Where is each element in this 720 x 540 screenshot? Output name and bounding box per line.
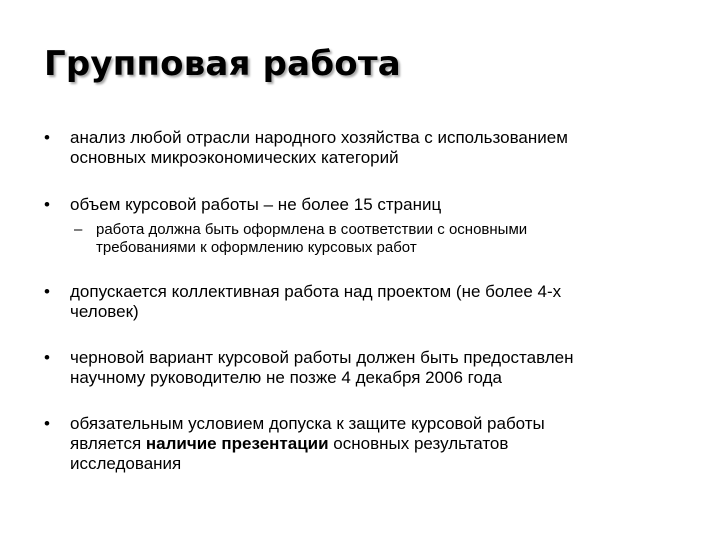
bullet-text-line: основных микроэкономических категорий (70, 148, 399, 167)
bullet-icon: • (44, 128, 50, 147)
bullet-text-line: черновой вариант курсовой работы должен быть предоставлен (70, 348, 574, 367)
text-span: является (70, 434, 146, 453)
bullet-item (44, 414, 684, 474)
bullet-text-line: исследования (70, 454, 182, 473)
bullet-text-line: анализ любой отрасли народного хозяйства с использованием (70, 128, 568, 147)
bullet-text (70, 282, 684, 322)
bullet-text (70, 128, 684, 168)
bullet-text-line: человек) (70, 302, 139, 321)
bullet-item (44, 282, 684, 322)
bullet-text-line: объем курсовой работы – не более 15 страниц (70, 195, 442, 214)
sub-bullet-text-line: работа должна быть оформлена в соответствии с основными (96, 221, 528, 238)
bullet-item (44, 348, 684, 388)
bullet-text-line: научному руководителю не позже 4 декабря 2006 года (70, 368, 502, 387)
bullet-icon: • (44, 195, 50, 214)
bullet-item (44, 128, 684, 168)
bullet-text-line (70, 434, 684, 454)
slide-title: Групповая работа (44, 44, 401, 84)
bullet-text-line: обязательным условием допуска к защите курсовой работы (70, 414, 545, 433)
bullet-text (70, 414, 684, 474)
bullet-text (70, 348, 684, 388)
bullet-text (70, 195, 684, 215)
bullet-item (44, 195, 684, 215)
text-span: основных результатов (328, 434, 509, 453)
sub-bullet-item (74, 221, 684, 257)
bullet-icon: • (44, 414, 50, 433)
sub-bullet-text-line: требованиями к оформлению курсовых работ (96, 239, 417, 256)
emphasis-text: наличие презентации (145, 434, 329, 453)
dash-icon: – (74, 221, 83, 238)
bullet-icon: • (44, 348, 50, 367)
bullet-icon: • (44, 282, 50, 301)
bullet-text-line: допускается коллективная работа над проектом (не более 4-х (70, 282, 562, 301)
sub-bullet-text (96, 221, 684, 257)
